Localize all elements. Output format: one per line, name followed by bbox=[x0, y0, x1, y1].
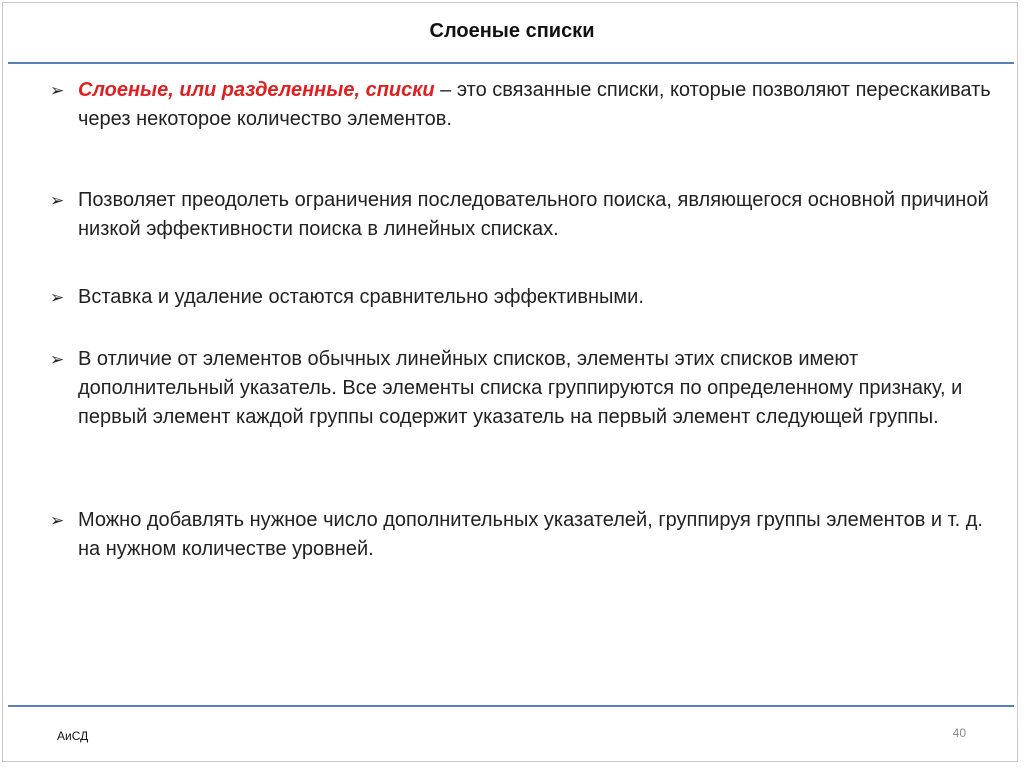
bullet-item-3 bbox=[50, 283, 1010, 312]
bullet-highlight: Слоеные, или разделенные, списки bbox=[78, 79, 435, 101]
bullet-text: Вставка и удаление остаются сравнительно эффективными. bbox=[78, 286, 644, 308]
bullet-text: Позволяет преодолеть ограничения последовательного поиска, являющегося основной причиной низкой эффективности поиска в линейных списках. bbox=[78, 189, 989, 240]
title-divider bbox=[8, 62, 1014, 64]
bullet-item-2 bbox=[50, 186, 1010, 244]
arrow-bullet-icon: ➢ bbox=[50, 350, 65, 369]
bullet-text: В отличие от элементов обычных линейных списков, элементы этих списков имеют дополнительный указатель. Все элементы списка группируются по определенному признаку, и первый элемент каждой группы содержит указатель на первый элемент следующей группы. bbox=[78, 348, 963, 428]
arrow-bullet-icon: ➢ bbox=[50, 511, 65, 530]
arrow-bullet-icon: ➢ bbox=[50, 288, 65, 307]
footer-label: АиСД bbox=[57, 729, 89, 743]
bullet-body: – это связанные списки, которые позволяют перескакивать через некоторое количество элементов. bbox=[78, 79, 991, 130]
page-title: Слоеные списки bbox=[429, 20, 595, 42]
bullet-item-1 bbox=[50, 76, 1010, 134]
bullet-item-5 bbox=[50, 506, 1010, 564]
bullet-text bbox=[78, 76, 1010, 134]
bullet-text: Можно добавлять нужное число дополнительных указателей, группируя группы элементов и т. д. на нужном количестве уровней. bbox=[78, 509, 983, 560]
bullet-item-4 bbox=[50, 345, 1010, 432]
arrow-bullet-icon: ➢ bbox=[50, 81, 65, 100]
page-number: 40 bbox=[952, 726, 966, 740]
footer-divider bbox=[8, 705, 1014, 707]
arrow-bullet-icon: ➢ bbox=[50, 191, 65, 210]
